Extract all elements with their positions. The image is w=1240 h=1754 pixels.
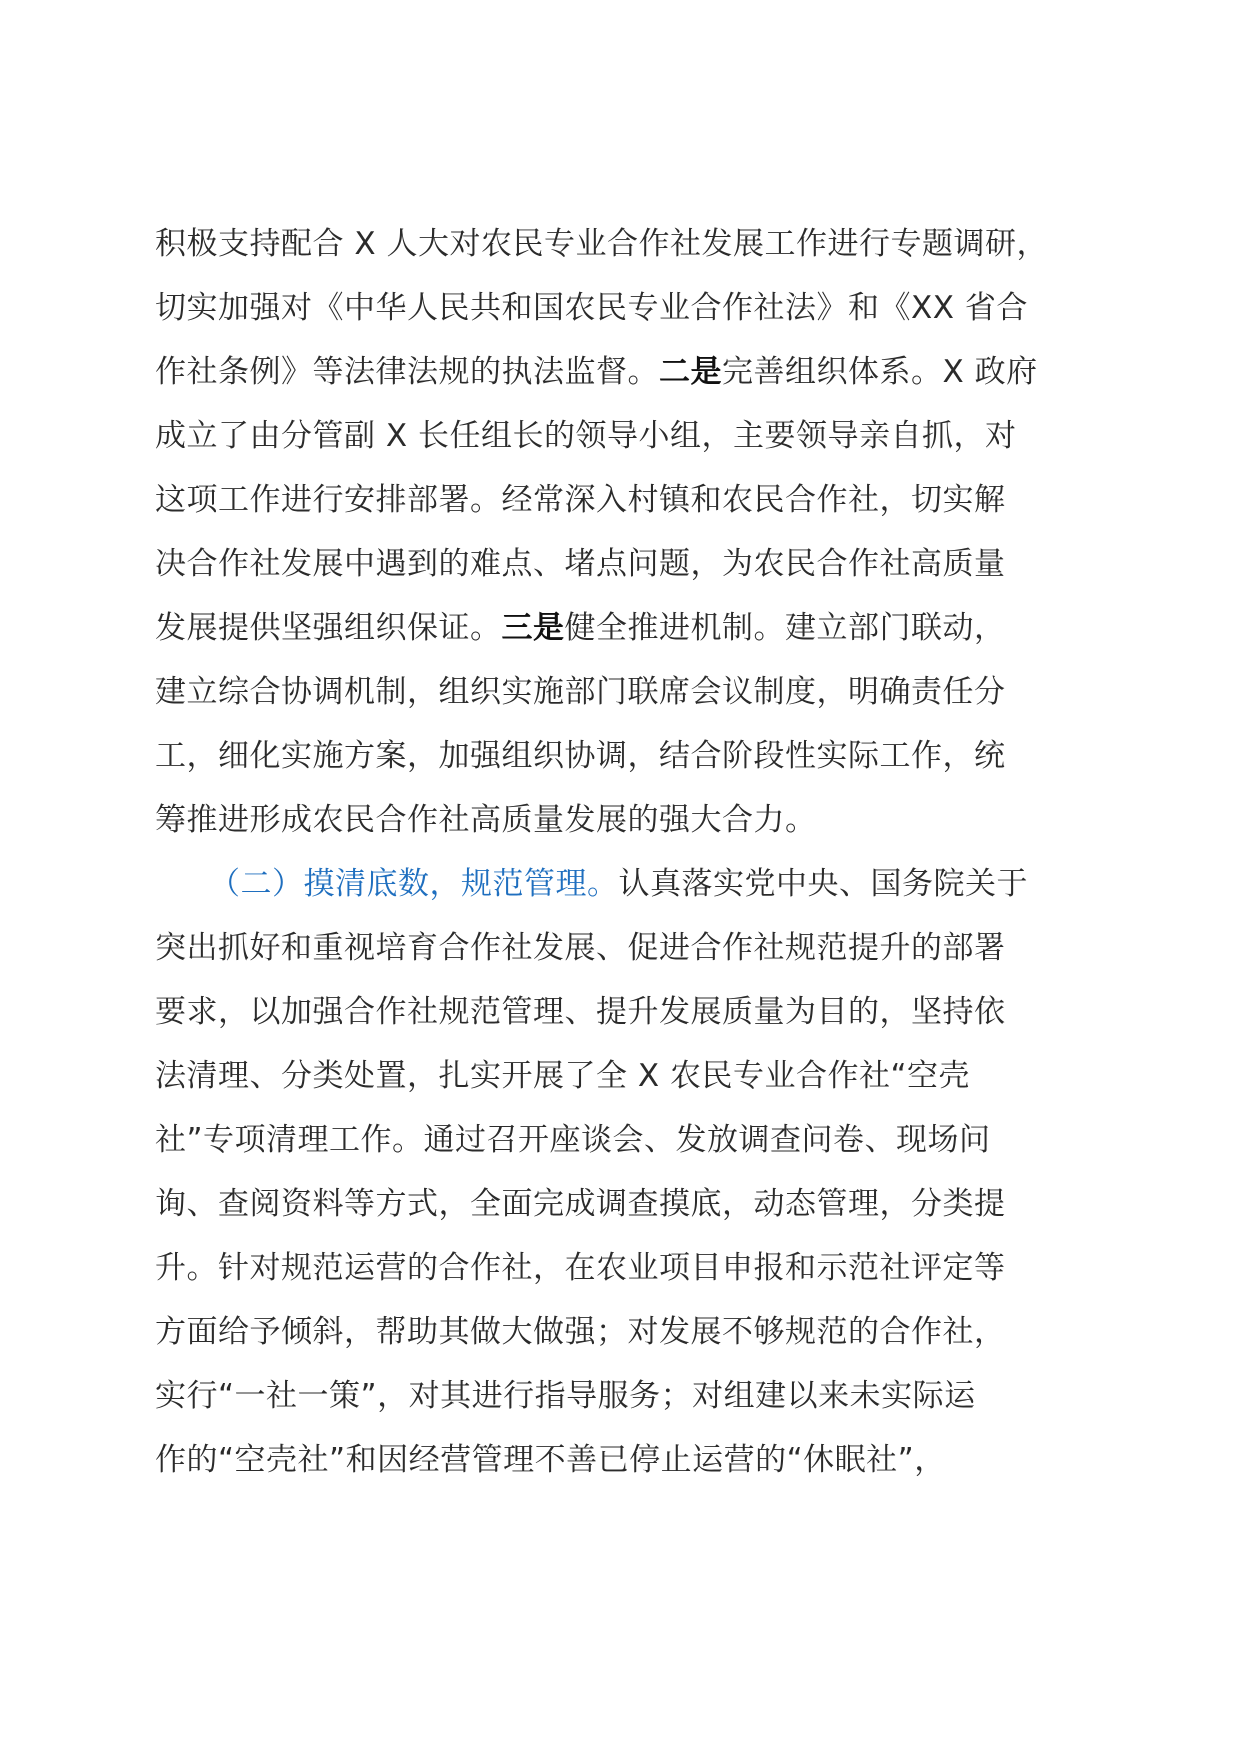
text-span: 社”专项清理工作。通过召开座谈会、发放调查问卷、现场问 xyxy=(155,1122,991,1158)
text-line xyxy=(155,1307,1006,1357)
text-line xyxy=(155,923,1006,973)
text-line xyxy=(155,347,1038,397)
text-line xyxy=(155,795,817,845)
text-line xyxy=(155,1435,946,1485)
text-line xyxy=(155,219,1048,269)
text-span: 作社条例》等法律法规的执法监督。 xyxy=(155,354,659,390)
text-span: 这项工作进行安排部署。经常深入村镇和农民合作社，切实解 xyxy=(155,482,1006,518)
text-span: 成立了由分管副 X 长任组长的领导小组，主要领导亲自抓，对 xyxy=(155,418,1017,454)
text-span: 决合作社发展中遇到的难点、堵点问题，为农民合作社高质量 xyxy=(155,546,1006,582)
text-span: 完善组织体系。X 政府 xyxy=(722,354,1038,390)
section-heading: （二）摸清底数，规范管理。 xyxy=(209,866,619,902)
text-span: 工，细化实施方案，加强组织协调，结合阶段性实际工作，统 xyxy=(155,738,1006,774)
text-line xyxy=(155,475,1006,525)
text-span: 询、查阅资料等方式，全面完成调查摸底，动态管理，分类提 xyxy=(155,1186,1006,1222)
text-span: 突出抓好和重视培育合作社发展、促进合作社规范提升的部署 xyxy=(155,930,1006,966)
text-line xyxy=(155,1371,976,1421)
text-line xyxy=(155,603,1006,653)
text-span: 积极支持配合 X 人大对农民专业合作社发展工作进行专题调研， xyxy=(155,226,1048,262)
text-line xyxy=(155,667,1006,717)
text-line xyxy=(155,1051,970,1101)
text-line xyxy=(155,731,1006,781)
text-span: 认真落实党中央、国务院关于 xyxy=(618,866,1028,902)
text-line xyxy=(155,283,1028,333)
text-line xyxy=(155,1115,991,1165)
text-span: 作的“空壳社”和因经营管理不善已停止运营的“休眠社”， xyxy=(155,1442,946,1478)
text-line xyxy=(155,987,1006,1037)
text-span: 升。针对规范运营的合作社，在农业项目申报和示范社评定等 xyxy=(155,1250,1006,1286)
text-line xyxy=(155,411,1016,461)
text-line xyxy=(155,1243,1006,1293)
text-line xyxy=(155,1179,1006,1229)
text-span: 健全推进机制。建立部门联动， xyxy=(564,610,1006,646)
text-span: 法清理、分类处置，扎实开展了全 X 农民专业合作社“空壳 xyxy=(155,1058,971,1094)
bold-phrase: 三是 xyxy=(501,610,565,646)
text-span: 筹推进形成农民合作社高质量发展的强大合力。 xyxy=(155,802,817,838)
text-line xyxy=(155,539,1006,589)
text-span: 要求，以加强合作社规范管理、提升发展质量为目的，坚持依 xyxy=(155,994,1006,1030)
text-span: 切实加强对《中华人民共和国农民专业合作社法》和《XX 省合 xyxy=(155,290,1028,326)
text-span: 实行“一社一策”，对其进行指导服务；对组建以来未实际运 xyxy=(155,1378,976,1414)
section-heading-line xyxy=(209,859,1028,909)
text-span: 方面给予倾斜，帮助其做大做强；对发展不够规范的合作社， xyxy=(155,1314,1006,1350)
text-span: 发展提供坚强组织保证。 xyxy=(155,610,502,646)
text-span: 建立综合协调机制，组织实施部门联席会议制度，明确责任分 xyxy=(155,674,1006,710)
bold-phrase: 二是 xyxy=(659,354,722,390)
